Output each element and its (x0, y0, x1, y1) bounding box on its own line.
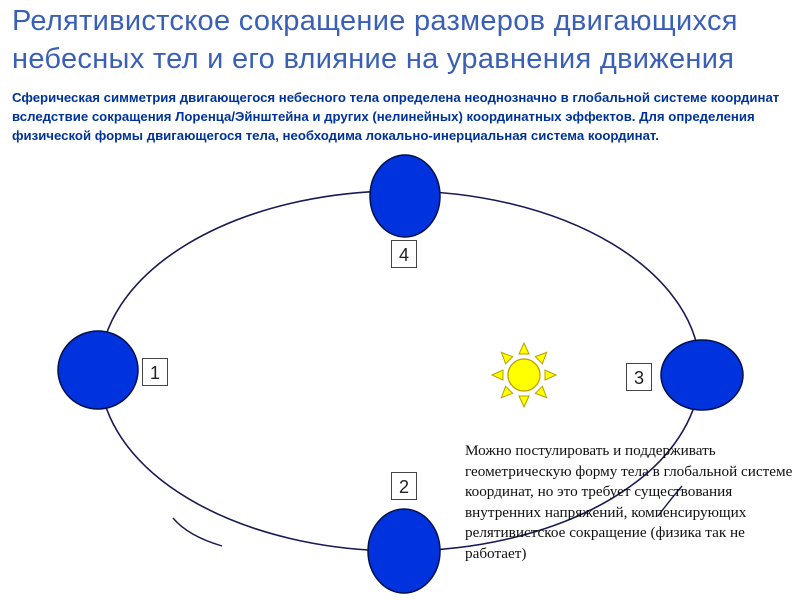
sun-ray (535, 352, 546, 363)
sun-ray (535, 386, 546, 397)
position-label-1: 1 (142, 358, 168, 386)
planet-icon (370, 155, 440, 237)
sun-ray (492, 370, 503, 380)
motion-arc-left (173, 518, 222, 546)
sun-ray (545, 370, 556, 380)
sun-icon (492, 343, 556, 407)
sun-ray (501, 352, 512, 363)
page-title: Релятивистское сокращение размеров двигающихся небесных тел и его влияние на уравнения движения (12, 5, 738, 75)
note-text: Можно постулировать и поддерживать геометрическую форму тела в глобальной системе координат, но это требует существования внутренних напряжений, компенсирующих релятивистское сокращение (физика так не работает) (465, 442, 793, 562)
planet-icon (368, 509, 440, 593)
planet-icon (661, 340, 743, 410)
position-label-2: 2 (391, 472, 417, 500)
intro-text: Сферическая симметрия двигающегося небесного тела определена неоднозначно в глобальной системе координат вследствие сокращения Лоренца/Эйнштейна и других (нелинейных) координатных эффектов. Для определения физической формы двигающегося тела, необходима локально-инерциальная система координат. (12, 90, 780, 143)
planet-icon (58, 331, 138, 409)
position-label-3: 3 (626, 363, 652, 391)
sun-ray (501, 386, 512, 397)
sun-ray (519, 396, 529, 407)
sun-ray (519, 343, 529, 354)
position-label-4: 4 (391, 240, 417, 268)
